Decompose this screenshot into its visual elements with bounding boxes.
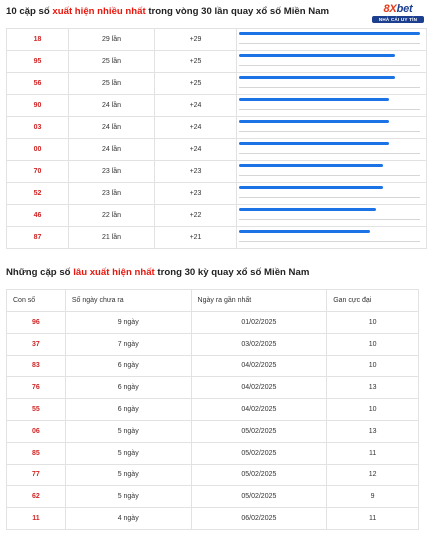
frequent-pairs-table — [6, 28, 427, 249]
last-drawn-date: 05/02/2025 — [191, 420, 327, 442]
table-row — [7, 139, 427, 161]
days-not-drawn: 5 ngày — [65, 442, 191, 464]
frequency-bar — [239, 117, 420, 138]
brand-logo-text — [372, 3, 424, 15]
frequency-bar — [239, 51, 420, 72]
frequency-bar-cell — [237, 183, 427, 205]
section1-title — [6, 6, 329, 17]
frequency-bar-cell — [237, 51, 427, 73]
frequency-bar-track — [239, 241, 420, 242]
last-drawn-date: 04/02/2025 — [191, 399, 327, 421]
table-row — [7, 442, 419, 464]
table-row — [7, 73, 427, 95]
frequency-bar-cell — [237, 161, 427, 183]
days-not-drawn: 9 ngày — [65, 312, 191, 334]
days-not-drawn: 6 ngày — [65, 377, 191, 399]
frequency-bar-track — [239, 131, 420, 132]
frequency-bar-cell — [237, 29, 427, 51]
frequency-bar-fill — [239, 164, 383, 167]
pair-number: 87 — [7, 227, 69, 249]
header-so-ngay-chua-ra: Số ngày chưa ra — [65, 290, 191, 312]
section1-title-highlight: xuất hiện nhiều nhất — [52, 6, 146, 17]
frequency-bar-track — [239, 87, 420, 88]
table-row — [7, 95, 427, 117]
frequency-bar-track — [239, 43, 420, 44]
max-gap: 10 — [327, 312, 419, 334]
appearance-diff: +21 — [155, 227, 237, 249]
frequency-bar — [239, 95, 420, 116]
appearance-count: 23 lần — [69, 161, 155, 183]
days-not-drawn: 4 ngày — [65, 508, 191, 530]
table-row — [7, 183, 427, 205]
pair-number: 56 — [7, 73, 69, 95]
frequency-bar-fill — [239, 98, 389, 101]
frequency-bar-track — [239, 109, 420, 110]
last-drawn-date: 05/02/2025 — [191, 464, 327, 486]
appearance-count: 24 lần — [69, 139, 155, 161]
table-row — [7, 227, 427, 249]
pair-number: 55 — [7, 399, 66, 421]
appearance-count: 24 lần — [69, 117, 155, 139]
pair-number: 00 — [7, 139, 69, 161]
brand-logo-suffix: bet — [396, 3, 413, 15]
pair-number: 46 — [7, 205, 69, 227]
table-row — [7, 161, 427, 183]
last-drawn-date: 03/02/2025 — [191, 333, 327, 355]
days-not-drawn: 6 ngày — [65, 355, 191, 377]
brand-logo-prefix: 8X — [383, 3, 397, 15]
appearance-diff: +25 — [155, 73, 237, 95]
table-header-row — [7, 290, 419, 312]
frequency-bar — [239, 139, 420, 160]
brand-tagline: NHÀ CÁI UY TÍN — [372, 16, 424, 23]
pair-number: 76 — [7, 377, 66, 399]
header-gan-cuc-dai: Gan cực đại — [327, 290, 419, 312]
table-row — [7, 205, 427, 227]
appearance-count: 25 lần — [69, 73, 155, 95]
pair-number: 95 — [7, 51, 69, 73]
appearance-diff: +29 — [155, 29, 237, 51]
frequency-bar-track — [239, 153, 420, 154]
frequency-bar-fill — [239, 230, 370, 233]
pair-number: 90 — [7, 95, 69, 117]
appearance-diff: +24 — [155, 117, 237, 139]
table-row — [7, 508, 419, 530]
table-row — [7, 29, 427, 51]
max-gap: 10 — [327, 333, 419, 355]
frequency-bar — [239, 205, 420, 226]
days-not-drawn: 5 ngày — [65, 420, 191, 442]
pair-number: 37 — [7, 333, 66, 355]
max-gap: 12 — [327, 464, 419, 486]
table-row — [7, 333, 419, 355]
table-row — [7, 117, 427, 139]
table-row — [7, 420, 419, 442]
frequency-bar-fill — [239, 54, 395, 57]
pair-number: 77 — [7, 464, 66, 486]
frequency-bar-cell — [237, 73, 427, 95]
frequency-bar-fill — [239, 186, 383, 189]
appearance-count: 23 lần — [69, 183, 155, 205]
table-row — [7, 486, 419, 508]
appearance-count: 22 lần — [69, 205, 155, 227]
pair-number: 06 — [7, 420, 66, 442]
pair-number: 18 — [7, 29, 69, 51]
appearance-count: 24 lần — [69, 95, 155, 117]
max-gap: 13 — [327, 420, 419, 442]
appearance-diff: +24 — [155, 95, 237, 117]
frequency-bar-fill — [239, 142, 389, 145]
frequency-bar-cell — [237, 205, 427, 227]
days-not-drawn: 5 ngày — [65, 486, 191, 508]
days-not-drawn: 6 ngày — [65, 399, 191, 421]
frequency-bar-track — [239, 175, 420, 176]
frequency-bar-track — [239, 65, 420, 66]
days-not-drawn: 5 ngày — [65, 464, 191, 486]
frequency-bar-fill — [239, 32, 420, 35]
table-row — [7, 312, 419, 334]
appearance-count: 21 lần — [69, 227, 155, 249]
frequency-bar — [239, 183, 420, 204]
max-gap: 11 — [327, 442, 419, 464]
table-row — [7, 377, 419, 399]
header-con-so: Con số — [7, 290, 66, 312]
frequency-bar — [239, 161, 420, 182]
frequency-bar-cell — [237, 139, 427, 161]
header-ngay-ra-gan-nhat: Ngày ra gần nhất — [191, 290, 327, 312]
table-row — [7, 355, 419, 377]
section1-title-suffix: trong vòng 30 lần quay xổ số Miền Nam — [145, 6, 330, 17]
pair-number: 62 — [7, 486, 66, 508]
table-row — [7, 399, 419, 421]
table-row — [7, 464, 419, 486]
last-drawn-date: 06/02/2025 — [191, 508, 327, 530]
frequency-bar-track — [239, 197, 420, 198]
table-row — [7, 51, 427, 73]
frequency-bar-fill — [239, 76, 395, 79]
last-drawn-date: 04/02/2025 — [191, 355, 327, 377]
frequency-bar-fill — [239, 208, 376, 211]
max-gap: 11 — [327, 508, 419, 530]
section2-title-highlight: lâu xuất hiện nhất — [73, 267, 155, 278]
last-drawn-date: 01/02/2025 — [191, 312, 327, 334]
section1-title-prefix: 10 cặp số — [6, 6, 53, 17]
max-gap: 10 — [327, 355, 419, 377]
max-gap: 10 — [327, 399, 419, 421]
days-not-drawn: 7 ngày — [65, 333, 191, 355]
appearance-diff: +24 — [155, 139, 237, 161]
pair-number: 03 — [7, 117, 69, 139]
pair-number: 85 — [7, 442, 66, 464]
frequency-bar-fill — [239, 120, 389, 123]
max-gap: 13 — [327, 377, 419, 399]
pair-number: 11 — [7, 508, 66, 530]
last-drawn-date: 05/02/2025 — [191, 486, 327, 508]
overdue-pairs-table — [6, 289, 419, 530]
pair-number: 70 — [7, 161, 69, 183]
section2-title — [6, 267, 309, 278]
appearance-diff: +23 — [155, 161, 237, 183]
appearance-count: 25 lần — [69, 51, 155, 73]
frequency-bar-cell — [237, 95, 427, 117]
last-drawn-date: 05/02/2025 — [191, 442, 327, 464]
section2-title-prefix: Những cặp số — [6, 267, 74, 278]
appearance-diff: +25 — [155, 51, 237, 73]
section2-title-suffix: trong 30 kỳ quay xổ số Miền Nam — [154, 267, 310, 278]
frequency-bar — [239, 29, 420, 50]
appearance-diff: +22 — [155, 205, 237, 227]
frequency-bar-track — [239, 219, 420, 220]
pair-number: 83 — [7, 355, 66, 377]
appearance-count: 29 lần — [69, 29, 155, 51]
last-drawn-date: 04/02/2025 — [191, 377, 327, 399]
frequency-bar-cell — [237, 227, 427, 249]
frequency-bar-cell — [237, 117, 427, 139]
pair-number: 52 — [7, 183, 69, 205]
max-gap: 9 — [327, 486, 419, 508]
pair-number: 96 — [7, 312, 66, 334]
frequency-bar — [239, 227, 420, 248]
brand-logo[interactable] — [372, 3, 424, 25]
appearance-diff: +23 — [155, 183, 237, 205]
frequency-bar — [239, 73, 420, 94]
